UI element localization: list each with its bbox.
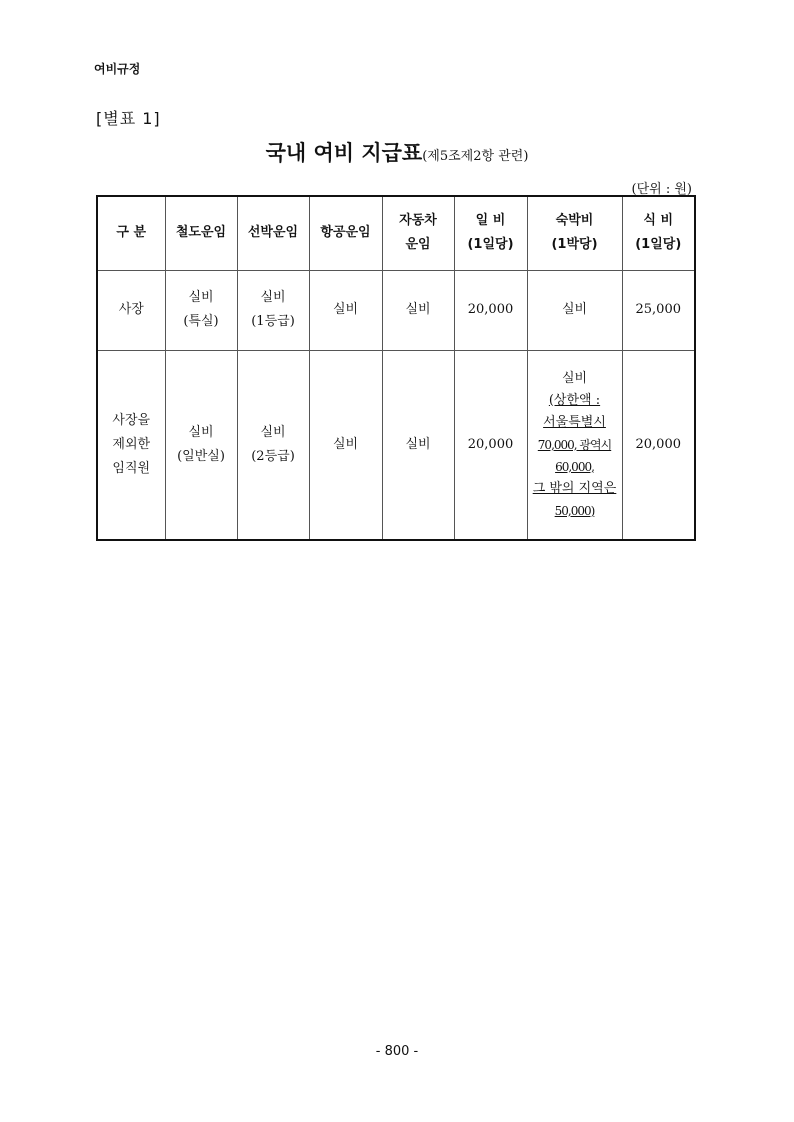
title-sub: (제5조제2항 관련)	[422, 149, 529, 164]
lodging-line: 60,000,	[555, 459, 594, 474]
header-lodging-line1: 숙박비	[555, 213, 594, 229]
row-air: 실비	[309, 350, 382, 540]
row-rail-line: 실비	[188, 424, 214, 440]
lodging-line: 70,000, 광역시	[537, 437, 612, 452]
row-rail-line: (특실)	[183, 314, 219, 329]
header-lodging	[527, 196, 622, 270]
header-rail: 철도운임	[165, 196, 237, 270]
title-main: 국내 여비 지급표	[265, 141, 423, 165]
row-meal: 20,000	[622, 350, 695, 540]
header-meal-line1: 식 비	[643, 213, 674, 229]
lodging-line: 실비	[561, 370, 588, 386]
page-title	[0, 137, 794, 167]
unit-note: (단위 : 원)	[631, 182, 692, 197]
table-row	[97, 350, 695, 540]
header-daily-line2: (1일당)	[467, 237, 514, 253]
lodging-line: 50,000)	[554, 503, 595, 518]
header-air: 항공운임	[309, 196, 382, 270]
header-car	[382, 196, 454, 270]
row-rail-line: (일반실)	[177, 448, 225, 464]
row-car: 실비	[382, 350, 454, 540]
row-ship-line: 실비	[260, 424, 286, 440]
row-category-line: 제외한	[112, 436, 151, 452]
row-rail	[165, 350, 237, 540]
header-meal	[622, 196, 695, 270]
row-ship-line: (1등급)	[251, 314, 295, 329]
row-category-line: 임직원	[112, 460, 151, 476]
header-meal-line2: (1일당)	[635, 237, 682, 253]
row-rail	[165, 270, 237, 350]
row-category-line: 사장을	[112, 412, 151, 428]
table-header-row	[97, 196, 695, 270]
annex-label: [별표 1]	[96, 109, 161, 128]
header-category: 구 분	[97, 196, 165, 270]
row-ship	[237, 270, 309, 350]
row-ship	[237, 350, 309, 540]
row-car: 실비	[382, 270, 454, 350]
table-row	[97, 270, 695, 350]
row-lodging: 실비	[527, 270, 622, 350]
header-car-line1: 자동차	[399, 213, 437, 229]
header-daily-line1: 일 비	[475, 213, 506, 229]
header-lodging-line2: (1박당)	[551, 237, 598, 253]
row-air: 실비	[309, 270, 382, 350]
page-number: - 800 -	[375, 1044, 419, 1059]
document-header: 여비규정	[94, 62, 141, 76]
header-daily	[454, 196, 527, 270]
lodging-line: 서울특별시	[543, 414, 606, 430]
row-category: 사장	[97, 270, 165, 350]
row-category	[97, 350, 165, 540]
row-meal: 25,000	[622, 270, 695, 350]
header-car-line2: 운임	[405, 237, 431, 253]
lodging-line: 그 밖의 지역은	[532, 480, 617, 496]
header-ship: 선박운임	[237, 196, 309, 270]
row-ship-line: (2등급)	[251, 448, 295, 464]
row-lodging	[527, 350, 622, 540]
row-daily: 20,000	[454, 270, 527, 350]
row-daily: 20,000	[454, 350, 527, 540]
travel-expense-table	[96, 195, 696, 541]
lodging-line: (상한액 :	[548, 392, 601, 408]
row-ship-line: 실비	[260, 290, 286, 305]
row-rail-line: 실비	[188, 290, 214, 305]
